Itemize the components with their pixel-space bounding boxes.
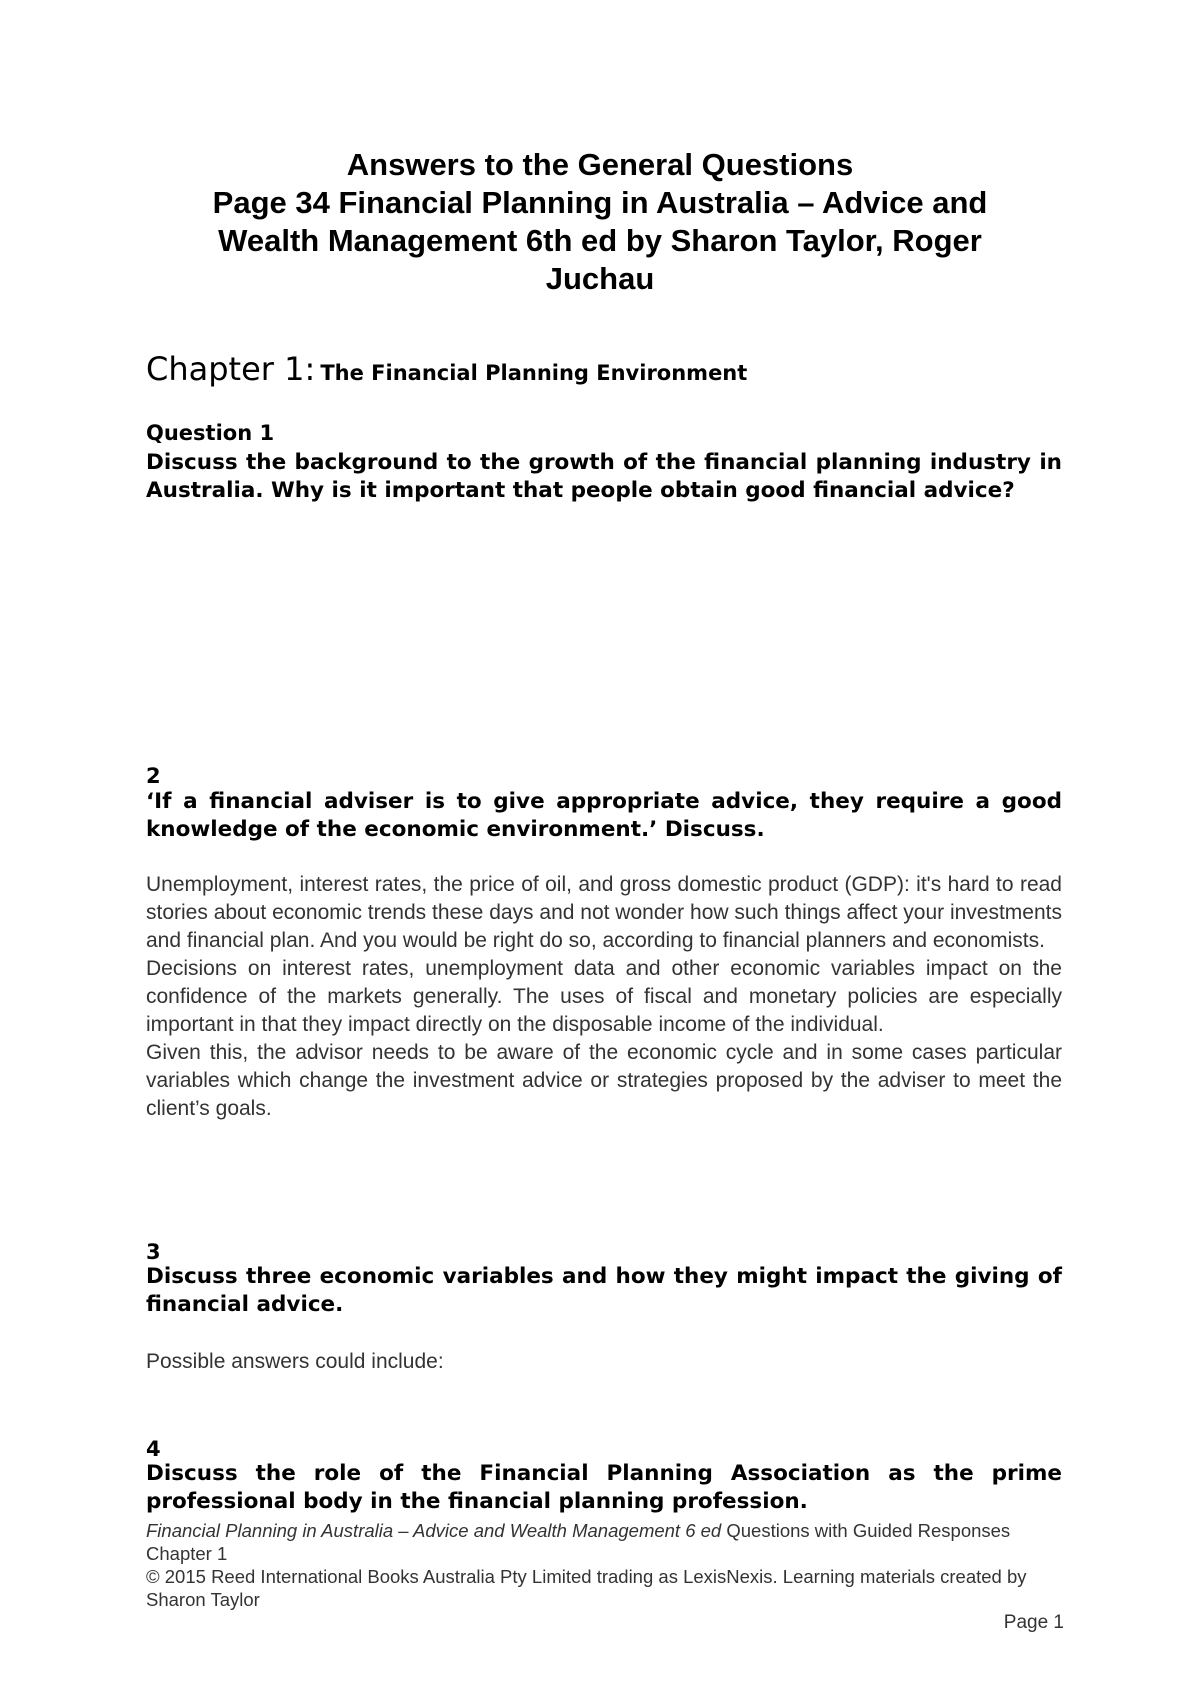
question-1-label: Question 1	[146, 421, 275, 445]
title-line: Page 34 Financial Planning in Australia – Advice and	[212, 185, 988, 220]
footer-subtitle: Questions with Guided Responses Chapter 1	[146, 1520, 1011, 1564]
answer-paragraph: Unemployment, interest rates, the price of oil, and gross domestic product (GDP): it's hard to read stories about economic trends these days and not wonder how such things affect your investments and financial plan. And you would be right do so, according to financial planners and economists.	[146, 873, 1062, 952]
question-4-text: Discuss the role of the Financial Planning Association as the prime professional body in the financial planning profession.	[146, 1461, 1062, 1514]
page-number: Page 1	[1003, 1612, 1064, 1633]
title-line: Juchau	[545, 261, 655, 296]
answer-paragraph: Possible answers could include:	[146, 1350, 444, 1373]
page-footer	[146, 1519, 1046, 1611]
question-2-answer	[146, 871, 1062, 1123]
question-1-text: Discuss the background to the growth of the financial planning industry in Australia. Why is it important that people obtain good financial advice?	[146, 450, 1062, 503]
question-3-label: 3	[146, 1240, 161, 1264]
chapter-title: The Financial Planning Environment	[320, 361, 748, 385]
title-line: Wealth Management 6th ed by Sharon Taylor, Roger	[218, 223, 982, 258]
question-3-answer	[146, 1348, 1062, 1376]
question-2-text: ‘If a financial adviser is to give appropriate advice, they require a good knowledge of the economic environment.’ Discuss.	[146, 789, 1062, 842]
footer-source	[146, 1519, 1046, 1565]
question-3-text: Discuss three economic variables and how they might impact the giving of financial advice.	[146, 1264, 1062, 1317]
footer-copyright: © 2015 Reed International Books Australia Pty Limited trading as LexisNexis. Learning materials created by Sharon Taylor	[146, 1566, 1027, 1610]
chapter-heading	[146, 350, 1046, 388]
document-title	[150, 146, 1050, 298]
footer-book-title: Financial Planning in Australia – Advice and Wealth Management 6 ed	[146, 1520, 722, 1541]
answer-paragraph: Decisions on interest rates, unemployment data and other economic variables impact on the confidence of the markets generally. The uses of fiscal and monetary policies are especially important in that they impact directly on the disposable income of the individual.	[146, 957, 1062, 1036]
title-line: Answers to the General Questions	[346, 147, 854, 182]
question-4-label: 4	[146, 1437, 161, 1461]
chapter-number: Chapter 1:	[146, 350, 316, 388]
answer-paragraph: Given this, the advisor needs to be aware of the economic cycle and in some cases particular variables which change the investment advice or strategies proposed by the adviser to meet the client’s goals.	[146, 1041, 1062, 1120]
question-2-label: 2	[146, 764, 161, 788]
